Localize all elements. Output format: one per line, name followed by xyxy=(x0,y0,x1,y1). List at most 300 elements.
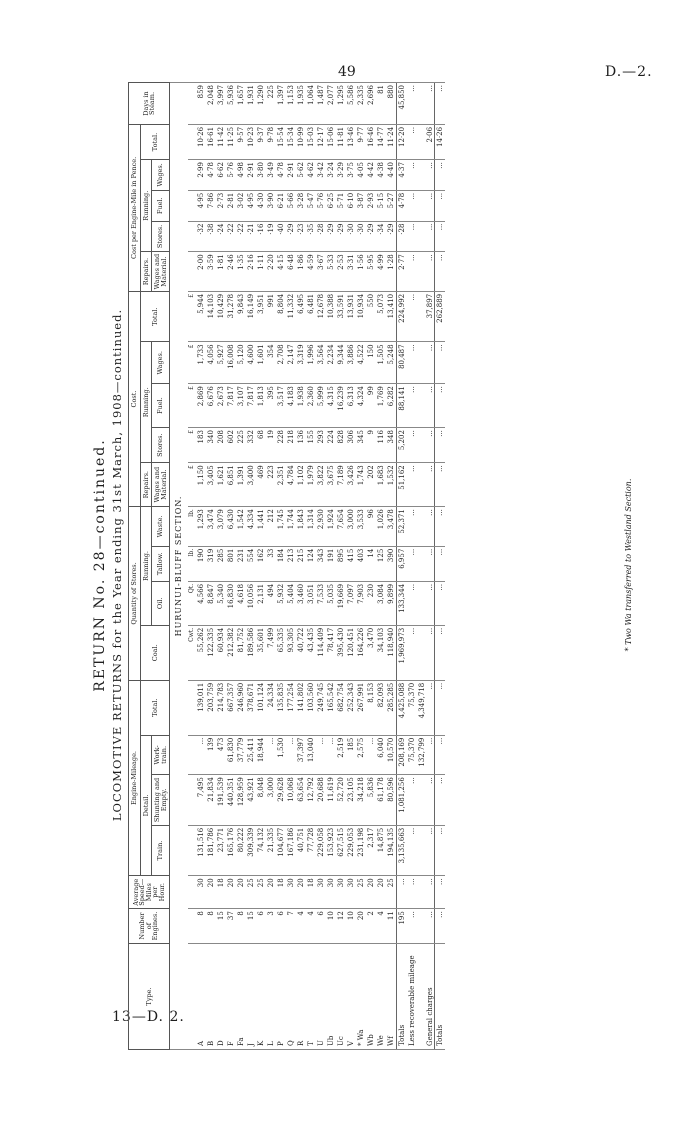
table-cell: ... xyxy=(407,909,417,944)
row-label-cell: T xyxy=(306,943,316,1049)
table-cell: 5·95 xyxy=(366,252,376,292)
table-cell: 125 xyxy=(376,546,386,581)
table-cell: 4,600 xyxy=(246,342,256,384)
table-cell: 135,835 xyxy=(276,680,286,735)
table-cell: ... xyxy=(427,825,435,876)
table-cell: 15·06 xyxy=(326,124,336,159)
table-cell: 16·61 xyxy=(206,124,216,159)
table-cell: 991 xyxy=(266,291,276,342)
table-cell: 859 xyxy=(196,83,206,125)
table-cell: 132,799 xyxy=(417,735,427,775)
table-cell: ... xyxy=(435,825,446,876)
table-cell: 195 xyxy=(397,909,408,944)
footer-code: 13—D. 2. xyxy=(112,1009,185,1025)
table-cell: 5,836 xyxy=(366,775,376,826)
table-cell: 10·23 xyxy=(246,124,256,159)
header-cost-running: Running. xyxy=(140,342,152,463)
table-cell: ... xyxy=(427,507,435,547)
table-cell: Qt. xyxy=(188,581,196,625)
table-cell: ... xyxy=(435,876,446,909)
header-train: Train. xyxy=(152,825,170,876)
table-row xyxy=(296,83,306,1050)
table-cell: 8,847 xyxy=(206,581,216,625)
table-cell: 4·15 xyxy=(276,252,286,292)
table-cell: ... xyxy=(407,291,417,342)
table-cell: 225 xyxy=(266,83,276,125)
table-cell xyxy=(188,775,196,826)
header-cost-wages-material: Wages and Material. xyxy=(152,463,170,507)
header-waste: Waste. xyxy=(152,507,170,547)
table-cell: 177,254 xyxy=(286,680,296,735)
table-cell xyxy=(188,160,196,191)
table-cell: 5,404 xyxy=(286,581,296,625)
table-cell: 1,441 xyxy=(256,507,266,547)
table-cell: 11,619 xyxy=(326,775,336,826)
table-cell: ·35 xyxy=(306,221,316,252)
table-cell: 20 xyxy=(376,876,386,909)
table-cell: 473 xyxy=(216,735,226,775)
table-cell xyxy=(188,83,196,125)
table-cell: 77,728 xyxy=(306,825,316,876)
table-cell: 5,202 xyxy=(397,428,408,463)
table-cell: 150 xyxy=(366,342,376,384)
table-cell: 6·21 xyxy=(276,190,286,221)
table-cell: 2·99 xyxy=(196,160,206,191)
header-days-in-steam: Days in Steam. xyxy=(129,83,170,125)
row-label-cell: R xyxy=(296,943,306,1049)
table-cell: 5,944 xyxy=(196,291,206,342)
table-cell: 12 xyxy=(336,909,346,944)
locomotive-returns-table xyxy=(128,82,445,1050)
table-cell: 2,575 xyxy=(356,735,366,775)
table-cell: 75,370 xyxy=(407,735,417,775)
table-cell: 13,040 xyxy=(306,735,316,775)
table-cell: 6 xyxy=(276,909,286,944)
table-cell: 78,417 xyxy=(326,625,336,680)
header-work-train: Work-train. xyxy=(152,735,170,775)
table-cell: 120,451 xyxy=(346,625,356,680)
table-cell: 14 xyxy=(366,546,376,581)
row-label-cell: Ub xyxy=(326,943,336,1049)
table-cell: 4,522 xyxy=(356,342,366,384)
table-cell: 3·59 xyxy=(206,252,216,292)
table-cell: ... xyxy=(407,190,417,221)
table-cell: ·16 xyxy=(256,221,266,252)
row-label-cell: L xyxy=(266,943,276,1049)
table-cell: ... xyxy=(427,735,435,775)
table-cell: 131,516 xyxy=(196,825,206,876)
table-row xyxy=(276,83,286,1050)
table-cell: 5·33 xyxy=(326,252,336,292)
row-label-cell: F xyxy=(226,943,236,1049)
table-cell: 10,570 xyxy=(386,735,397,775)
table-cell: 4·59 xyxy=(306,252,316,292)
table-cell: 5,248 xyxy=(386,342,397,384)
table-cell: 229,053 xyxy=(346,825,356,876)
table-cell: ... xyxy=(427,546,435,581)
table-cell xyxy=(188,735,196,775)
table-cell: 3,886 xyxy=(346,342,356,384)
table-cell: 224,992 xyxy=(397,291,408,342)
table-cell: 81 xyxy=(376,83,386,125)
table-cell: 1,150 xyxy=(196,463,206,507)
table-cell: 2,696 xyxy=(366,83,376,125)
table-cell: 2·20 xyxy=(266,252,276,292)
table-cell: 2·00 xyxy=(196,252,206,292)
table-cell: 2,869 xyxy=(196,384,206,428)
table-cell: 65,335 xyxy=(276,625,286,680)
table-cell: 1·35 xyxy=(236,252,246,292)
table-cell: 2,317 xyxy=(366,825,376,876)
table-cell: 1,542 xyxy=(236,507,246,547)
table-cell: 4·78 xyxy=(397,190,408,221)
table-cell xyxy=(188,876,196,909)
table-cell: 7,533 xyxy=(316,581,326,625)
table-cell: 4,334 xyxy=(246,507,256,547)
table-row xyxy=(286,83,296,1050)
table-cell: 3,319 xyxy=(296,342,306,384)
table-cell: 1,621 xyxy=(216,463,226,507)
row-label-cell: Totals xyxy=(397,943,408,1049)
table-cell: 14·77 xyxy=(376,124,386,159)
table-cell: 7,097 xyxy=(346,581,356,625)
table-cell: 1,924 xyxy=(326,507,336,547)
table-cell: 25 xyxy=(386,876,397,909)
table-cell: 3,470 xyxy=(366,625,376,680)
table-cell: 7,495 xyxy=(196,775,206,826)
table-cell: 34,103 xyxy=(376,625,386,680)
table-cell: 23,105 xyxy=(346,775,356,826)
table-cell: 10 xyxy=(326,909,336,944)
table-cell: ... xyxy=(435,680,446,735)
table-cell: 15 xyxy=(216,909,226,944)
table-cell: 3·80 xyxy=(256,160,266,191)
header-quantity-of-stores: Quantity of Stores. xyxy=(129,507,141,681)
table-cell: ... xyxy=(407,428,417,463)
table-cell: 23,771 xyxy=(216,825,226,876)
table-cell: ... xyxy=(427,909,435,944)
table-cell: 114,409 xyxy=(316,625,326,680)
table-cell: 627,515 xyxy=(336,825,346,876)
table-cell: 3·02 xyxy=(236,190,246,221)
table-cell: ... xyxy=(407,252,417,292)
table-cell: 18 xyxy=(306,876,316,909)
table-cell: 1,290 xyxy=(256,83,266,125)
table-cell: 223 xyxy=(266,463,276,507)
table-cell: ... xyxy=(407,581,417,625)
table-cell: 16,830 xyxy=(226,581,236,625)
table-cell: 20 xyxy=(296,876,306,909)
table-cell: 1,843 xyxy=(296,507,306,547)
page-number: 49 xyxy=(338,64,356,80)
table-cell: 828 xyxy=(336,428,346,463)
table-cell: ... xyxy=(407,775,417,826)
table-cell: ... xyxy=(427,775,435,826)
table-cell: 7,903 xyxy=(356,581,366,625)
table-cell: 6·48 xyxy=(286,252,296,292)
table-cell: 10,934 xyxy=(356,291,366,342)
row-label-cell: P xyxy=(276,943,286,1049)
table-cell: 3,079 xyxy=(216,507,226,547)
table-cell: ·22 xyxy=(226,221,236,252)
table-cell: ... xyxy=(435,909,446,944)
table-cell: 4,183 xyxy=(286,384,296,428)
table-cell: 1,153 xyxy=(286,83,296,125)
header-cost-wages: Wages. xyxy=(152,342,170,384)
table-cell: 11,332 xyxy=(286,291,296,342)
table-cell: 103,560 xyxy=(306,680,316,735)
table-cell: 9,344 xyxy=(336,342,346,384)
table-cell: 1·86 xyxy=(296,252,306,292)
table-cell: 61,178 xyxy=(376,775,386,826)
table-cell: 1,979 xyxy=(306,463,316,507)
table-cell: 8 xyxy=(206,909,216,944)
table-cell: 2,048 xyxy=(206,83,216,125)
table-cell: 6·25 xyxy=(326,190,336,221)
table-cell: 285,285 xyxy=(386,680,397,735)
header-pence-stores: Stores. xyxy=(152,221,170,252)
table-cell: 6,676 xyxy=(206,384,216,428)
table-cell: 8 xyxy=(196,909,206,944)
table-cell: 224 xyxy=(326,428,336,463)
header-pence-running: Running. xyxy=(140,160,152,252)
table-cell: 10,429 xyxy=(216,291,226,342)
header-cost-fuel: Fuel. xyxy=(152,384,170,428)
table-row xyxy=(366,83,376,1050)
table-cell: 19,669 xyxy=(336,581,346,625)
table-cell: 440,351 xyxy=(226,775,236,826)
table-cell: 6·10 xyxy=(346,190,356,221)
table-cell: ·30 xyxy=(356,221,366,252)
table-row xyxy=(356,83,366,1050)
table-body xyxy=(170,83,446,1050)
table-cell: 1,532 xyxy=(386,463,397,507)
table-cell: ... xyxy=(266,735,276,775)
table-cell: 1,969,973 xyxy=(397,625,408,680)
table-row xyxy=(346,83,356,1050)
table-cell: 29,628 xyxy=(276,775,286,826)
table-cell: 249,745 xyxy=(316,680,326,735)
table-cell: 1,733 xyxy=(196,342,206,384)
table-row xyxy=(376,83,386,1050)
row-label-cell xyxy=(188,943,196,1049)
header-mileage-total: Total. xyxy=(140,680,170,735)
table-cell: 4,324 xyxy=(356,384,366,428)
table-cell: 33,591 xyxy=(336,291,346,342)
table-cell: 2,131 xyxy=(256,581,266,625)
table-cell: 2·93 xyxy=(366,190,376,221)
table-cell: 293 xyxy=(316,428,326,463)
table-row xyxy=(216,83,226,1050)
table-cell: ·32 xyxy=(196,221,206,252)
table-cell: 5,999 xyxy=(316,384,326,428)
table-cell: 306 xyxy=(346,428,356,463)
table-cell: ... xyxy=(407,507,417,547)
rotated-table-container xyxy=(80,60,640,1070)
table-cell: 10 xyxy=(346,909,356,944)
table-cell: 6,957 xyxy=(397,546,408,581)
header-cost: Cost. xyxy=(129,291,141,506)
table-cell: 3,107 xyxy=(236,384,246,428)
table-cell: ... xyxy=(427,190,435,221)
table-cell: ... xyxy=(407,221,417,252)
table-cell: 6,481 xyxy=(306,291,316,342)
table-cell: 2·73 xyxy=(216,190,226,221)
table-cell: 5·47 xyxy=(306,190,316,221)
table-cell: ... xyxy=(435,507,446,547)
table-cell: 184 xyxy=(276,546,286,581)
row-label-cell: Q xyxy=(286,943,296,1049)
table-cell: 1,026 xyxy=(376,507,386,547)
table-cell: 340 xyxy=(206,428,216,463)
table-cell: 185 xyxy=(346,735,356,775)
table-cell: 1,530 xyxy=(276,735,286,775)
table-cell: ... xyxy=(435,83,446,125)
table-cell: ... xyxy=(286,735,296,775)
table-cell: 10,068 xyxy=(286,775,296,826)
table-cell: 12,792 xyxy=(306,775,316,826)
table-cell: 6·62 xyxy=(216,160,226,191)
table-cell xyxy=(188,124,196,159)
table-cell: 1,745 xyxy=(276,507,286,547)
table-cell: 229,058 xyxy=(316,825,326,876)
table-row xyxy=(226,83,236,1050)
table-row xyxy=(306,83,316,1050)
table-cell: 30 xyxy=(316,876,326,909)
table-cell: ... xyxy=(435,160,446,191)
table-cell: 11·42 xyxy=(216,124,226,159)
table-cell: ·21 xyxy=(246,221,256,252)
table-cell: 214,783 xyxy=(216,680,226,735)
table-cell: 1,813 xyxy=(256,384,266,428)
table-cell: 4 xyxy=(296,909,306,944)
table-cell xyxy=(188,190,196,221)
header-engine-mileage: Engine-Mileage. xyxy=(129,680,141,876)
header-stores-running: Running. xyxy=(140,507,152,626)
table-cell: 3,051 xyxy=(306,581,316,625)
table-cell: 37,779 xyxy=(236,735,246,775)
table-cell: ... xyxy=(435,775,446,826)
table-cell: 52,720 xyxy=(336,775,346,826)
table-cell: 4·05 xyxy=(356,160,366,191)
table-cell: 215 xyxy=(296,546,306,581)
table-row xyxy=(246,83,256,1050)
table-cell: 5·71 xyxy=(336,190,346,221)
row-label-cell: Wf xyxy=(386,943,397,1049)
table-cell: 1,295 xyxy=(336,83,346,125)
table-cell: 3,564 xyxy=(316,342,326,384)
table-cell: 20,688 xyxy=(316,775,326,826)
table-cell: 212 xyxy=(266,507,276,547)
table-cell: 3,400 xyxy=(246,463,256,507)
table-cell: 4,618 xyxy=(236,581,246,625)
table-cell: 5,927 xyxy=(216,342,226,384)
table-cell: 37 xyxy=(226,909,236,944)
table-cell: 116 xyxy=(376,428,386,463)
table-cell: 1,487 xyxy=(316,83,326,125)
table-cell: 16,239 xyxy=(336,384,346,428)
table-cell: 3,426 xyxy=(346,463,356,507)
table-cell: ... xyxy=(435,428,446,463)
table-cell: 34,218 xyxy=(356,775,366,826)
table-cell: 96 xyxy=(366,507,376,547)
table-cell: 14,103 xyxy=(206,291,216,342)
table-cell: 3,517 xyxy=(276,384,286,428)
table-cell: 1,397 xyxy=(276,83,286,125)
table-cell: 2,077 xyxy=(326,83,336,125)
table-cell: 8,048 xyxy=(256,775,266,826)
table-cell: 43,921 xyxy=(246,775,256,826)
table-cell: 9·37 xyxy=(256,124,266,159)
table-cell: 6 xyxy=(256,909,266,944)
table-cell: 4·42 xyxy=(366,160,376,191)
table-cell: 16,008 xyxy=(226,342,236,384)
table-cell: 4·95 xyxy=(246,190,256,221)
table-cell: 3,951 xyxy=(256,291,266,342)
section-row xyxy=(170,83,189,1050)
table-cell: 37,397 xyxy=(296,735,306,775)
table-cell: 1,769 xyxy=(376,384,386,428)
table-cell: 390 xyxy=(386,546,397,581)
table-cell: 35,601 xyxy=(256,625,266,680)
table-cell: 1,931 xyxy=(246,83,256,125)
table-cell: ... xyxy=(435,735,446,775)
table-cell: 2·91 xyxy=(286,160,296,191)
table-cell: 3,822 xyxy=(316,463,326,507)
table-cell: ... xyxy=(427,160,435,191)
table-cell: 4,315 xyxy=(326,384,336,428)
table-cell: 2·77 xyxy=(397,252,408,292)
table-cell: 395 xyxy=(266,384,276,428)
table-cell: ·29 xyxy=(366,221,376,252)
table-cell: 2·46 xyxy=(226,252,236,292)
table-cell: ·34 xyxy=(376,221,386,252)
table-cell: 1,935 xyxy=(296,83,306,125)
table-cell: 1,064 xyxy=(306,83,316,125)
table-cell: 51,162 xyxy=(397,463,408,507)
table-cell: 262,889 xyxy=(435,291,446,342)
table-cell: ... xyxy=(407,825,417,876)
table-cell: 136 xyxy=(296,428,306,463)
table-cell: 602 xyxy=(226,428,236,463)
table-cell: 7,817 xyxy=(246,384,256,428)
table-cell: £ xyxy=(188,384,196,428)
table-row xyxy=(336,83,346,1050)
table-cell: ... xyxy=(407,546,417,581)
table-cell: 3·29 xyxy=(336,160,346,191)
table-cell: 6,313 xyxy=(346,384,356,428)
table-cell: ... xyxy=(427,581,435,625)
table-cell: 10,056 xyxy=(246,581,256,625)
table-cell: ... xyxy=(427,221,435,252)
table-cell: 2·81 xyxy=(226,190,236,221)
table-cell: 6 xyxy=(316,909,326,944)
table-cell: 895 xyxy=(336,546,346,581)
table-cell: 1,102 xyxy=(296,463,306,507)
table-cell: ·30 xyxy=(346,221,356,252)
table-cell: 9 xyxy=(366,428,376,463)
row-label-cell: Uc xyxy=(336,943,346,1049)
table-cell: 10·26 xyxy=(196,124,206,159)
table-cell: 80,596 xyxy=(386,775,397,826)
table-cell: 213 xyxy=(286,546,296,581)
table-cell: ... xyxy=(316,735,326,775)
table-row xyxy=(256,83,266,1050)
table-cell: ·29 xyxy=(326,221,336,252)
table-cell: 9·77 xyxy=(356,124,366,159)
rotated-table-sheet xyxy=(80,60,640,1070)
table-cell: ... xyxy=(435,581,446,625)
